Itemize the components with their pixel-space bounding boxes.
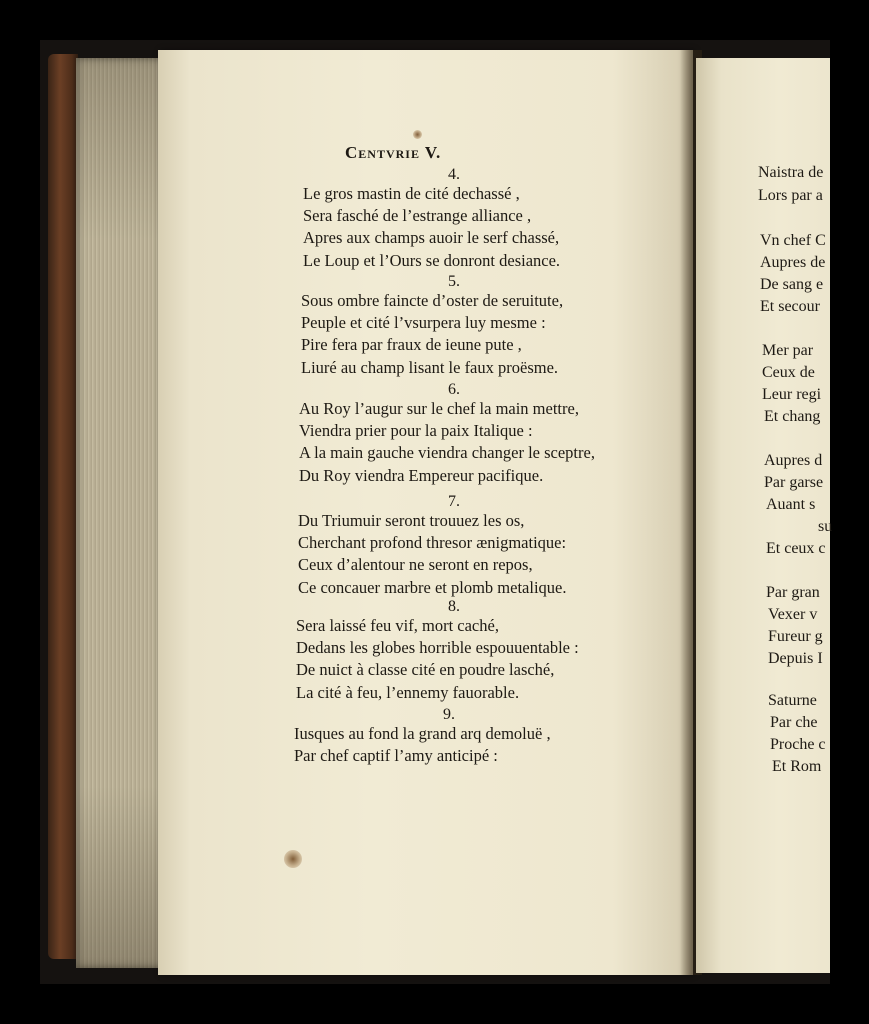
verse-line: Sous ombre faincte d’oster de seruitute, — [301, 291, 564, 310]
right-page-line-fragment: Et ceux c — [766, 540, 826, 557]
right-page-line-fragment: Par garse — [764, 474, 824, 491]
verse-line: La cité à feu, l’ennemy fauorable. — [296, 682, 520, 702]
right-page-line-fragment: Vn chef C — [760, 232, 826, 249]
book-cover-edge — [48, 54, 78, 959]
right-page-line-fragment: Mer par — [762, 342, 814, 359]
right-page-line-fragment: Ceux de — [762, 364, 815, 381]
verse-line: Sera laissé feu vif, mort caché, — [296, 616, 499, 635]
verse-line: De nuict à classe cité en poudre lasché, — [296, 660, 555, 680]
right-page-line-fragment: Depuis I — [768, 650, 823, 667]
verse-line: Peuple et cité l’vsurpera luy mesme : — [301, 313, 546, 333]
quatrain-number: 5. — [448, 273, 460, 290]
right-page-line-fragment: Auant s — [766, 496, 816, 513]
running-head: Centvrie V. — [345, 143, 442, 162]
foxing-stain — [284, 850, 302, 868]
verse-line: Sera fasché de l’estrange alliance , — [303, 206, 532, 226]
verse-line: A la main gauche viendra changer le sceptre, — [299, 443, 595, 463]
right-page-line-fragment: Fureur g — [768, 628, 823, 645]
quatrain-number: 8. — [448, 598, 460, 615]
right-page-line-fragment: De sang e — [760, 276, 824, 293]
right-page-line-fragment: Et secour — [760, 298, 820, 315]
verse-line: Le gros mastin de cité dechassé , — [303, 184, 520, 203]
right-page-line-fragment: Vexer v — [768, 606, 818, 623]
verse-line: Du Triumuir seront trouuez les os, — [298, 511, 525, 530]
verse-line: Au Roy l’augur sur le chef la main mettre, — [299, 399, 579, 418]
right-page-line-fragment: Leur regi — [762, 386, 822, 403]
right-page-line-fragment: Naistra de — [758, 164, 824, 181]
right-page-line-fragment: Aupres d — [764, 452, 823, 469]
quatrain-number: 9. — [443, 706, 455, 723]
verse-line: Viendra prier pour la paix Italique : — [299, 421, 533, 441]
verse-line: Apres aux champs auoir le serf chassé, — [303, 228, 560, 248]
right-page-line-fragment: su — [818, 518, 833, 535]
quatrain-number: 7. — [448, 493, 460, 510]
ink-spot-top — [413, 130, 422, 139]
right-page-line-fragment: Par che — [770, 714, 818, 731]
verse-line: Par chef captif l’amy anticipé : — [294, 746, 498, 766]
verse-line: Iusques au fond la grand arq demoluë , — [294, 724, 551, 743]
verse-line: Ce concauer marbre et plomb metalique. — [298, 577, 567, 597]
verse-line: Du Roy viendra Empereur pacifique. — [299, 465, 544, 485]
right-page-line-fragment: Par gran — [766, 584, 820, 601]
right-page-line-fragment: Saturne — [768, 692, 817, 709]
right-page-line-fragment: Proche c — [770, 736, 826, 753]
quatrain-number: 4. — [448, 166, 460, 183]
verse-line: Dedans les globes horrible espouuentable : — [296, 638, 579, 658]
right-page-line-fragment: Et chang — [764, 408, 821, 425]
verse-line: Pire fera par fraux de ieune pute , — [301, 335, 522, 355]
right-page-line-fragment: Aupres de — [760, 254, 826, 271]
quatrain-number: 6. — [448, 381, 460, 398]
verse-line: Liuré au champ lisant le faux proësme. — [301, 357, 559, 377]
right-page-line-fragment: Et Rom — [772, 758, 822, 775]
verse-line: Cherchant profond thresor ænigmatique: — [298, 533, 567, 553]
right-page-line-fragment: Lors par a — [758, 187, 823, 204]
verse-line: Le Loup et l’Ours se donront desiance. — [303, 250, 561, 270]
verse-line: Ceux d’alentour ne seront en repos, — [298, 555, 533, 575]
